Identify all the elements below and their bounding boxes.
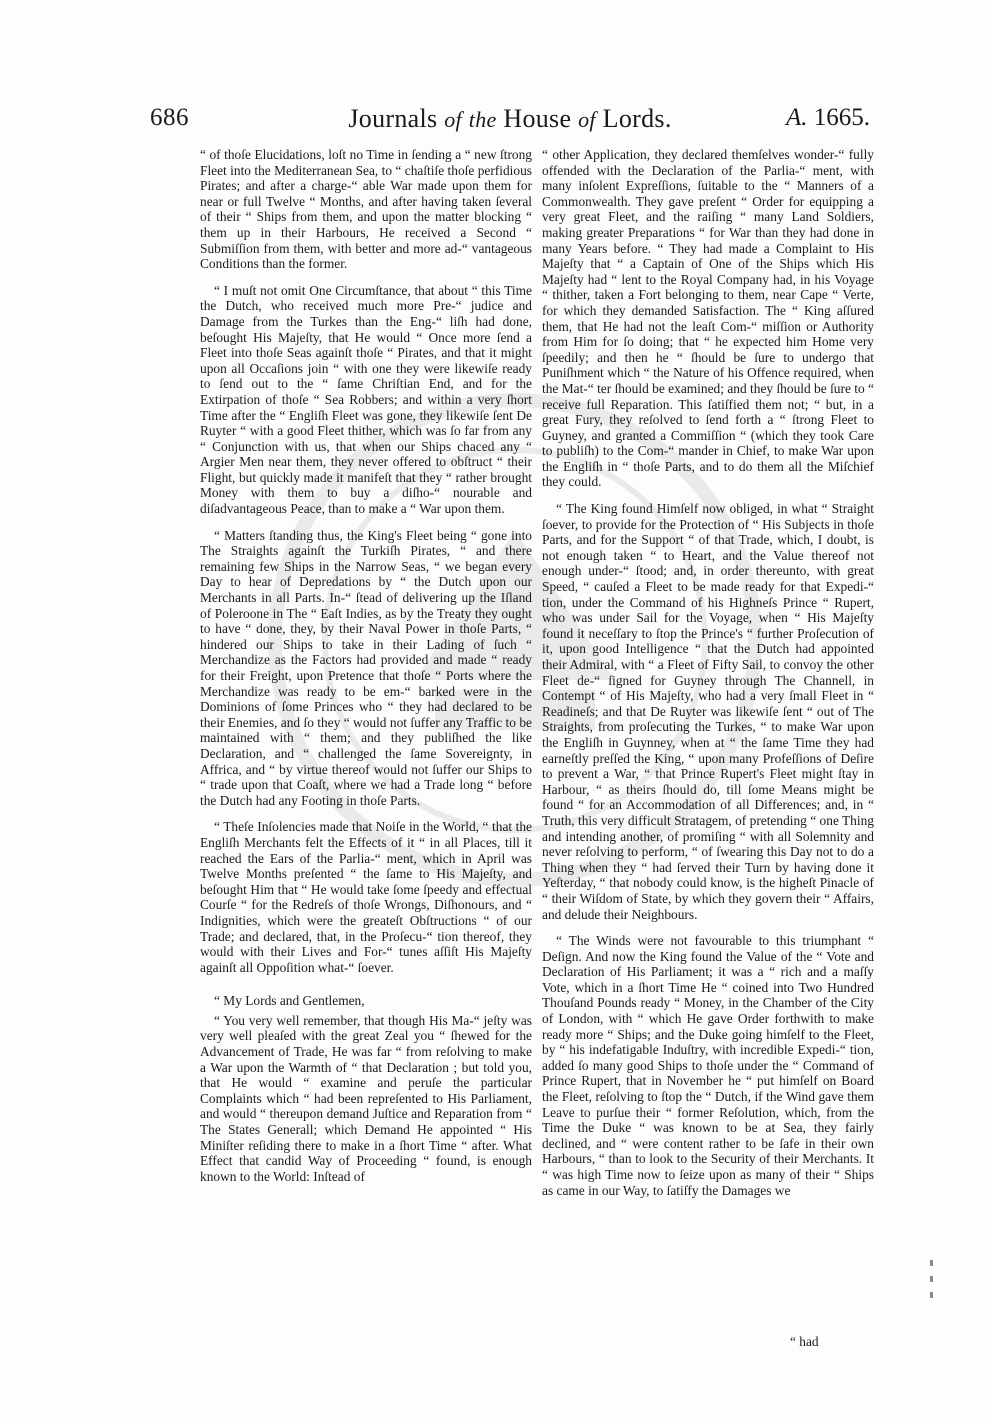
year-label bbox=[786, 104, 870, 132]
paragraph: “ other Application, they declared themſelves wonder-“ fully offended with the Declaration of the Parlia-“ ment, with many inſolent Expreſſions, ſuitable to the “ Manners of a Commonwealth. They gave preſent “ Order for equipping a very great Fleet, and the raiſing “ many Land Soldiers, making greater Preparations “ for War than they had done in many Years before. “ They had made a Complaint to His Majeſty that “ a Captain of One of the Ships which His Majeſty had “ lent to the Royal Company had, in his Voyage “ thither, taken a Fort belonging to them, near Cape “ Verte, for which they demanded Satisfaction. The “ King aſſured them, that He had not the leaſt Com-“ miſſion or Authority from Him for ſo doing; that “ he expected him Home very ſpeedily; and then he “ ſhould be ſure to undergo that Puniſhment which “ the Nature of his Offence required, when the Mat-“ ter ſhould be examined; and they ſhould be ſure to “ receive full Reparation. This ſatiſfied them not; “ but, in a great Fury, they reſolved to ſend forth a “ ſtrong Fleet to Guyney, and granted a Commiſſion “ (which they took Care to publiſh) to the Com-“ mander in Chief, to make War upon the Engliſh in “ thoſe Parts, and to do them all the Miſchief they could. bbox=[542, 147, 874, 490]
title-journals: Journals bbox=[348, 104, 438, 133]
title-of: of bbox=[444, 107, 462, 132]
paragraph: “ Theſe Inſolencies made that Noiſe in the World, “ that the Engliſh Merchants felt the Effects of it “ in all Places, till it reached the Ears of the Parlia-“ ment, which in April was Twelve Months preſented “ the ſame to His Majeſty, and beſought Him that “ He would take ſome ſpeedy and effectual Courſe “ for the Redreſs of thoſe Wrongs, Diſhonours, and “ Indignities, which were the greateſt Obſtructions “ of our Trade; and declared, that, in the Proſecu-“ tion thereof, they would with their Lives and For-“ tunes aſſiſt His Majeſty againſt all Oppoſition what-“ ſoever. bbox=[200, 819, 532, 975]
catchword: “ had bbox=[790, 1334, 819, 1349]
title-lords: Lords. bbox=[602, 104, 672, 133]
paragraph: “ Matters ſtanding thus, the King's Fleet being “ gone into The Straights againſt the Turkiſh Pirates, “ and there remaining few Ships in the Narrow Seas, “ we began every Day to hear of Depredations by “ the Dutch upon our Merchants in all Parts. In-“ ſtead of delivering up the Iſland of Poleroone in The “ Eaſt Indies, as by the Treaty they ought to have “ done, they, by their Naval Power in thoſe Parts, “ hindered our Ships to take in their Lading of ſuch “ Merchandize as the Factors had provided and made “ ready for their Freight, upon Pretence that thoſe “ Ports where the Merchandize was ready to be em-“ barked were in the Dominions of ſome Princes who “ they had declared to be their Enemies, and ſo they “ would not ſuffer any Traffic to be maintained with “ them; and they publiſhed the like Declaration, and “ challenged the ſame Sovereignty, in Affrica, and “ by virtue thereof would not ſuffer our Ships to “ trade upon that Coaſt, where we had a Trade long “ before the Dutch had any Footing in thoſe Parts. bbox=[200, 527, 532, 808]
paragraph: “ The King found Himſelf now obliged, in what “ Straight ſoever, to provide for the Protection of “ His Subjects in thoſe Parts, and for the Support “ of that Trade, which, I doubt, is not enough taken “ to Heart, and the Value thereof not enough under-“ ſtood; and, in order thereunto, with great Speed, “ cauſed a Fleet to be made ready for that Expedi-“ tion, under the Command of his Highneſs Prince “ Rupert, who was under Sail for the Voyage, when “ His Majeſty found it neceſſary to ſtop the Prince's “ further Proſecution of it, upon good Intelligence “ that the Dutch had appointed their Admiral, with “ a Fleet of Fifty Sail, to convoy the other Fleet de-“ ſigned for Guyney through The Channell, in Contempt “ of His Majeſty, who had a very ſmall Fleet in “ Readineſs; and that De Ruyter was likewiſe ſent “ out of The Straights, from proſecuting the Turkes, “ to make War upon the Engliſh in Guynney, when at “ the ſame Time they had earneſtly preſſed the King, “ upon many Profeſſions of Deſire to prevent a War, “ that Prince Rupert's Fleet might ſtay in Harbour, “ as theirs ſhould do, till ſome Means might be found “ for an Accommodation of all Differences; and, in “ Truth, this very difficult Stratagem, of pretending “ one Thing and intending another, of promiſing “ with all Solemnity and never reſolving to perform, “ of ſwearing this Day not to do a Thing when they “ had ſerved their Turn by having done it Yeſterday, “ that nobody could know, is the higheſt Pinacle of “ their Wiſdom of State, by which they govern their “ Affairs, and delude their Neighbours. bbox=[542, 501, 874, 922]
running-title bbox=[150, 104, 870, 134]
paragraph: “ of thoſe Elucidations, loſt no Time in ſending a “ new ſtrong Fleet into the Mediterranean Sea, to “ chaſtiſe thoſe perfidious Pirates; and after a charge-“ able War made upon them for near or full Twelve “ Months, and after having taken ſeveral of their “ Ships from them, and upon the matter blocking “ them up in their Harbours, He received a Second “ Submiſſion from them, with better and more ad-“ vantageous Conditions than the former. bbox=[200, 147, 532, 272]
page-number: 686 bbox=[150, 104, 189, 131]
right-column bbox=[542, 147, 874, 1209]
paragraph: “ I muſt not omit One Circumſtance, that about “ this Time the Dutch, who received much more Pre-“ judice and Damage from the Turkes than the Eng-“ liſh had done, beſought His Majeſty, that He would “ Once more ſend a Fleet into thoſe Seas againſt thoſe “ Pirates, and that it might upon all Occaſions join “ with one they were likewiſe ready to ſend out to the “ ſame Chriſtian End, and for the Extirpation of thoſe “ Sea Robbers; and within a very ſhort Time after the “ Engliſh Fleet was gone, they likewiſe ſent De Ruyter “ with a good Fleet thither, which was ſo far from any “ Conjunction with us, that when our Ships chaced any “ Argier Men near them, they never offered to obſtruct “ their Flight, but quickly made it manifeſt that they “ rather brought Money with them to buy a diſho-“ nourable and diſadvantageous Peace, than to make a “ War upon them. bbox=[200, 282, 532, 517]
page-edge-marks bbox=[930, 1250, 940, 1330]
title-of-2: of bbox=[578, 107, 596, 132]
address-line: “ My Lords and Gentlemen, bbox=[214, 993, 365, 1009]
paragraph: “ You very well remember, that though His Ma-“ jeſty was very well pleaſed with the great Zeal you “ ſhewed for the Advancement of Trade, He was far “ from reſolving to make a War upon the Warmth of “ that Declaration ; but told you, that He would “ examine and peruſe the particular Complaints which “ had been repreſented to His Parliament, and would “ thereupon demand Juſtice and Reparation from “ The States Generall; which Demand He appointed “ His Miniſter reſiding there to make in a ſhort Time “ after. What Effect that candid Way of Proceeding “ found, is enough known to the World: Inſtead of bbox=[200, 1012, 532, 1184]
running-header bbox=[150, 104, 870, 138]
paragraph: “ The Winds were not favourable to this triumphant “ Deſign. And now the King found the Value of the “ Vote and Declaration of His Parliament; it was a “ rich and a maſſy Vote, which in a ſhort Time He “ coined into Two Hundred Thouſand Pounds ready “ Money, in the Chamber of the City of London, with “ which He gave Order forthwith to make ready more “ Ships; and the Duke going himſelf to the Fleet, by “ his indefatigable Induſtry, with incredible Expedi-“ tion, added ſo many good Ships to thoſe under the “ Command of Prince Rupert, that in November he “ put himſelf on Board the Fleet, reſolving to ſtop the “ Dutch, if the Wind gave them Leave to purſue their “ former Reſolution, which, from the Time the Duke “ was known to be at Sea, they fairly declined, and “ were content rather to be ſafe in their own Harbours, “ than to look to the Security of their Merchants. It “ was high Time now to ſeize upon as many of their “ Ships as came in our Way, to ſatiſfy the Damages we bbox=[542, 933, 874, 1198]
title-house: House bbox=[503, 104, 572, 133]
year-value: 1665. bbox=[813, 104, 870, 131]
left-column bbox=[200, 147, 532, 1195]
title-the: the bbox=[468, 107, 497, 132]
year-prefix: A. bbox=[785, 104, 808, 131]
